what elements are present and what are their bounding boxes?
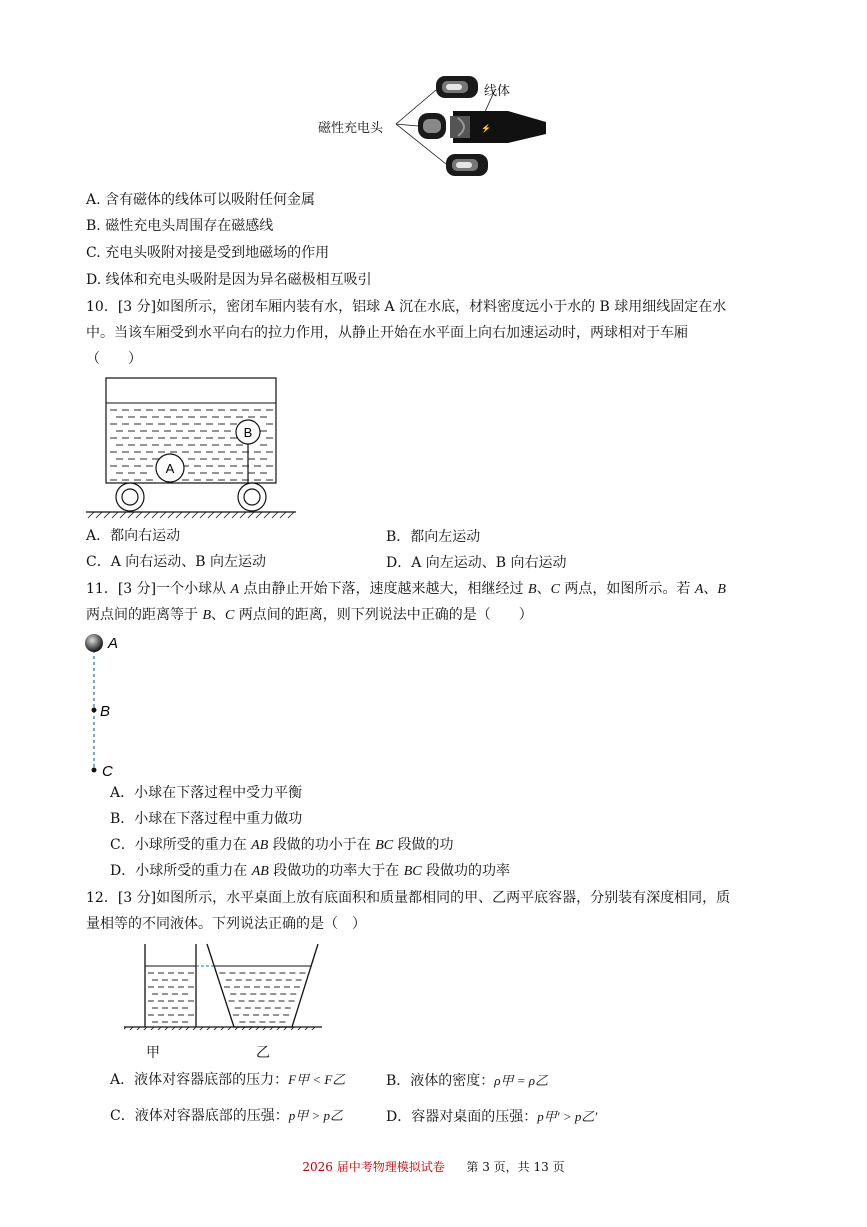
q12-stem-line2: 量相等的不同液体。下列说法正确的是（ ） bbox=[86, 916, 366, 932]
q12-formula-c: p甲 > p乙 bbox=[288, 1108, 343, 1123]
q11-option-d: D．小球所受的重力在 AB 段做功的功率大于在 BC 段做功的功率 bbox=[110, 863, 511, 879]
q12-formula-d: p甲′ > p乙′ bbox=[537, 1109, 598, 1124]
page-footer bbox=[0, 1158, 867, 1175]
water-cart-figure bbox=[84, 376, 300, 521]
container-jia-label: 甲 bbox=[146, 1045, 160, 1061]
q12-option-a: A．液体对容器底部的压力：F甲 < F乙 bbox=[110, 1072, 346, 1088]
cable-label: 线体 bbox=[484, 83, 511, 98]
q12-option-d: D．容器对桌面的压强：p甲′ > p乙′ bbox=[386, 1109, 598, 1125]
point-b-label: B bbox=[100, 703, 111, 720]
q10-answer-blank: （ ） bbox=[86, 351, 142, 367]
q9-option-c: C. 充电头吸附对接是受到地磁场的作用 bbox=[86, 245, 330, 261]
container-yi-label: 乙 bbox=[256, 1045, 270, 1061]
q10-stem-line2: 中。当该车厢受到水平向右的拉力作用，从静止开始在水平面上向右加速运动时，两球相对于车厢 bbox=[86, 325, 688, 341]
q9-option-b: B. 磁性充电头周围存在磁感线 bbox=[86, 218, 274, 234]
q12-formula-a: F甲 < F乙 bbox=[288, 1072, 346, 1087]
exam-title: 2026 届中考物理模拟试卷 bbox=[302, 1160, 445, 1174]
q9-option-a: A. 含有磁体的线体可以吸附任何金属 bbox=[86, 192, 316, 208]
q12-option-c: C．液体对容器底部的压强：p甲 > p乙 bbox=[110, 1108, 343, 1124]
point-a-label: A bbox=[108, 635, 119, 652]
svg-text:⚡: ⚡ bbox=[481, 124, 491, 133]
q12-option-b: B．液体的密度：ρ甲 = ρ乙 bbox=[386, 1073, 549, 1089]
q11-stem-line2: 两点间的距离等于 B、C 两点间的距离，则下列说法中正确的是（ ） bbox=[86, 607, 533, 623]
q11-option-a: A．小球在下落过程中受力平衡 bbox=[110, 785, 303, 801]
charging-head-label: 磁性充电头 bbox=[318, 120, 384, 135]
falling-ball-figure bbox=[82, 630, 132, 780]
q9-option-d: D. 线体和充电头吸附是因为异名磁极相互吸引 bbox=[86, 272, 372, 288]
q11-stem-line1: 11．[3 分]一个小球从 A 点由静止开始下落，速度越来越大，相继经过 B、C 两点，如图所示。若 A、B bbox=[86, 581, 726, 597]
q10-option-b: B．都向左运动 bbox=[386, 529, 481, 545]
page-number: 第 3 页，共 13 页 bbox=[466, 1160, 565, 1174]
q12-stem-line1: 12．[3 分]如图所示，水平桌面上放有底面积和质量都相同的甲、乙两平底容器，分别装有深度相同，质 bbox=[86, 890, 731, 906]
q11-option-c: C．小球所受的重力在 AB 段做的功小于在 BC 段做的功 bbox=[110, 837, 454, 853]
containers-figure bbox=[124, 940, 324, 1030]
q10-option-d: D．A 向左运动、B 向右运动 bbox=[386, 555, 567, 571]
ball-a-label: A bbox=[165, 461, 175, 476]
q10-stem-line1: 10．[3 分]如图所示，密闭车厢内装有水，铝球 A 沉在水底，材料密度远小于水的 B 球用细线固定在水 bbox=[86, 299, 727, 315]
point-c-label: C bbox=[102, 763, 113, 780]
q10-option-a: A．都向右运动 bbox=[86, 528, 181, 544]
q10-option-c: C．A 向右运动、B 向左运动 bbox=[86, 554, 267, 570]
q12-formula-b: ρ甲 = ρ乙 bbox=[494, 1073, 549, 1088]
q11-option-b: B．小球在下落过程中重力做功 bbox=[110, 811, 303, 827]
ball-b-label: B bbox=[243, 425, 253, 440]
